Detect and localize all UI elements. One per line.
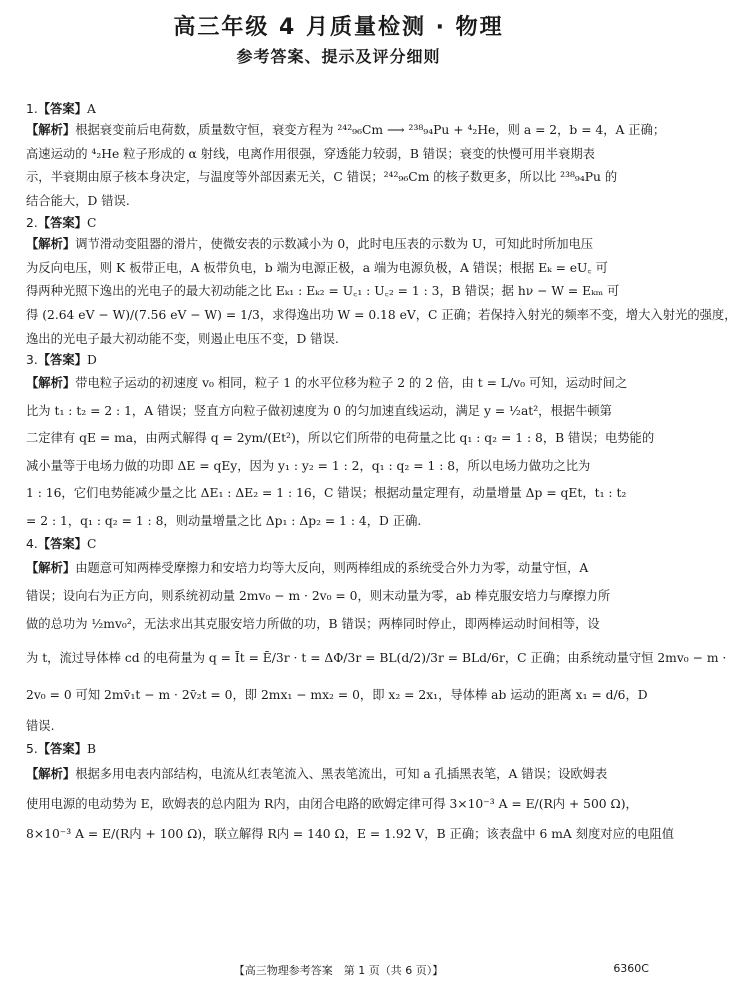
analysis-line: 得 (2.64 eV − W)/(7.56 eV − W) = 1/3，求得逸出功 W = 0.18 eV，C 正确；若保持入射光的频率不变，增大入射光的强度，: [26, 307, 737, 322]
analysis-line: 1 : 16，它们电势能减少量之比 ΔE₁ : ΔE₂ = 1 : 16，C 错误；根据动量定理有，动量增量 Δp = qEt，t₁ : t₂: [26, 486, 627, 501]
answer-line: [26, 740, 654, 759]
question-2: [26, 214, 737, 352]
analysis: [26, 554, 727, 740]
footer-code: 6360C: [613, 962, 649, 975]
analysis: [26, 233, 737, 352]
footer-page-info: 【高三物理参考答案 第 1 页（共 6 页）】: [233, 964, 444, 977]
analysis-tag: 【解析】: [26, 561, 76, 576]
analysis-line: 得两种光照下逸出的光电子的最大初动能之比 Eₖ₁ : Eₖ₂ = U꜀₁ : U꜀₂ = 1 : 3，B 错误；据 hν − W = Eₖₘ 可: [26, 284, 620, 299]
answer-tag: 【答案】: [37, 742, 87, 757]
answer-line: [26, 351, 654, 370]
question-3: [26, 351, 654, 535]
analysis-line: 根据衰变前后电荷数，质量数守恒，衰变方程为 ²⁴²₉₆Cm ⟶ ²³⁸₉₄Pu + ⁴₂He，则 a = 2，b = 4，A 正确；: [75, 123, 666, 137]
page-subtitle: 参考答案、提示及评分细则: [236, 47, 441, 66]
question-number: 4.: [26, 537, 38, 552]
analysis-line: 高速运动的 ⁴₂He 粒子形成的 α 射线，电离作用很强，穿透能力较弱，B 错误；衰变的快慢可用半衰期表: [26, 146, 595, 161]
answer-value: D: [86, 353, 97, 368]
analysis-line: 使用电源的电动势为 E，欧姆表的总内阻为 R内，由闭合电路的欧姆定律可得 3×10⁻³ A = E/(R内 + 500 Ω)，: [26, 797, 638, 812]
analysis-tag: 【解析】: [26, 236, 76, 251]
analysis-line: 减小量等于电场力做的功即 ΔE = qEy，因为 y₁ : y₂ = 1 : 2，q₁ : q₂ = 1 : 8，所以电场力做功之比为: [26, 458, 591, 473]
answer-tag: 【答案】: [37, 215, 87, 230]
analysis-line: 结合能大，D 错误.: [26, 194, 130, 209]
answer-tag: 【答案】: [37, 537, 87, 552]
analysis-line: 调节滑动变阻器的滑片，使微安表的示数减小为 0，此时电压表的示数为 U，可知此时所加电压: [75, 236, 594, 251]
answer-value: B: [86, 742, 96, 757]
analysis-tag: 【解析】: [26, 767, 76, 782]
answer-line: [26, 535, 654, 554]
analysis-tag: 【解析】: [26, 123, 76, 137]
analysis-line: 错误.: [26, 719, 55, 734]
question-1: [26, 100, 666, 214]
analysis-line: 示，半衰期由原子核本身决定，与温度等外部因素无关，C 错误；²⁴²₉₆Cm 的核子数更多，所以比 ²³⁸₉₄Pu 的: [26, 170, 618, 185]
analysis-line: 8×10⁻³ A = E/(R内 + 100 Ω)，联立解得 R内 = 140 Ω，E = 1.92 V，B 正确；该表盘中 6 mA 刻度对应的电阻值: [26, 827, 675, 842]
answer-tag: 【答案】: [37, 353, 87, 368]
analysis-line: 2v₀ = 0 可知 2mv̄₁t − m · 2v̄₂t = 0，即 2mx₁ − mx₂ = 0，即 x₂ = 2x₁，导体棒 ab 运动的距离 x₁ = d/6，D: [26, 688, 648, 703]
analysis-tag: 【解析】: [26, 376, 76, 391]
analysis-line: 错误；设向右为正方向，则系统初动量 2mv₀ − m · 2v₀ = 0，则末动量为零，ab 棒克服安培力与摩擦力所: [26, 589, 611, 604]
analysis-line: 根据多用电表内部结构，电流从红表笔流入、黑表笔流出，可知 a 孔插黑表笔，A 错误；设欧姆表: [75, 767, 608, 782]
question-number: 5.: [26, 742, 38, 757]
analysis-line: = 2 : 1，q₁ : q₂ = 1 : 8，则动量增量之比 Δp₁ : Δp₂ = 1 : 4，D 正确.: [26, 513, 422, 528]
analysis-line: 逸出的光电子最大初动能不变，则遏止电压不变，D 错误.: [26, 331, 339, 346]
question-number: 1.: [26, 102, 38, 116]
answer-line: [26, 214, 654, 233]
question-number: 3.: [26, 353, 38, 368]
analysis-line: 做的总功为 ½mv₀²，无法求出其克服安培力所做的功，B 错误；两棒同时停止，即两棒运动时间相等，设: [26, 617, 600, 632]
answer-value: A: [86, 102, 96, 116]
analysis-line: 二定律有 qE = ma，由两式解得 q = 2ym/(Et²)，所以它们所带的电荷量之比 q₁ : q₂ = 1 : 8，B 错误；电势能的: [26, 431, 655, 446]
analysis: [26, 759, 675, 849]
answer-value: C: [86, 215, 97, 230]
analysis-line: 比为 t₁ : t₂ = 2 : 1，A 错误；竖直方向粒子做初速度为 0 的匀加速直线运动，满足 y = ½at²，根据牛顿第: [26, 403, 612, 418]
answer-tag: 【答案】: [37, 102, 87, 116]
analysis-line: 为 t，流过导体棒 cd 的电荷量为 q = Īt = Ē/3r · t = ΔΦ/3r = BL(d/2)/3r = BLd/6r，C 正确；由系统动量守恒 2mv₀ − m ·: [26, 651, 727, 666]
analysis: [26, 119, 666, 214]
answer-value: C: [86, 537, 97, 552]
answers-body: [26, 100, 737, 849]
page-title: 高三年级 4 月质量检测 · 物理: [173, 15, 504, 40]
question-number: 2.: [26, 215, 38, 230]
analysis: [26, 370, 654, 535]
analysis-line: 由题意可知两棒受摩擦力和安培力均等大反向，则两棒组成的系统受合外力为零，动量守恒，A: [75, 561, 589, 576]
question-5: [26, 740, 675, 849]
question-4: [26, 535, 727, 740]
analysis-line: 为反向电压，则 K 板带正电，A 板带负电，b 端为电源正极，a 端为电源负极，A 错误；根据 Eₖ = eU꜀ 可: [26, 260, 608, 275]
answer-line: [26, 100, 654, 119]
analysis-line: 带电粒子运动的初速度 v₀ 相同，粒子 1 的水平位移为粒子 2 的 2 倍，由 t = L/v₀ 可知，运动时间之: [75, 376, 628, 391]
